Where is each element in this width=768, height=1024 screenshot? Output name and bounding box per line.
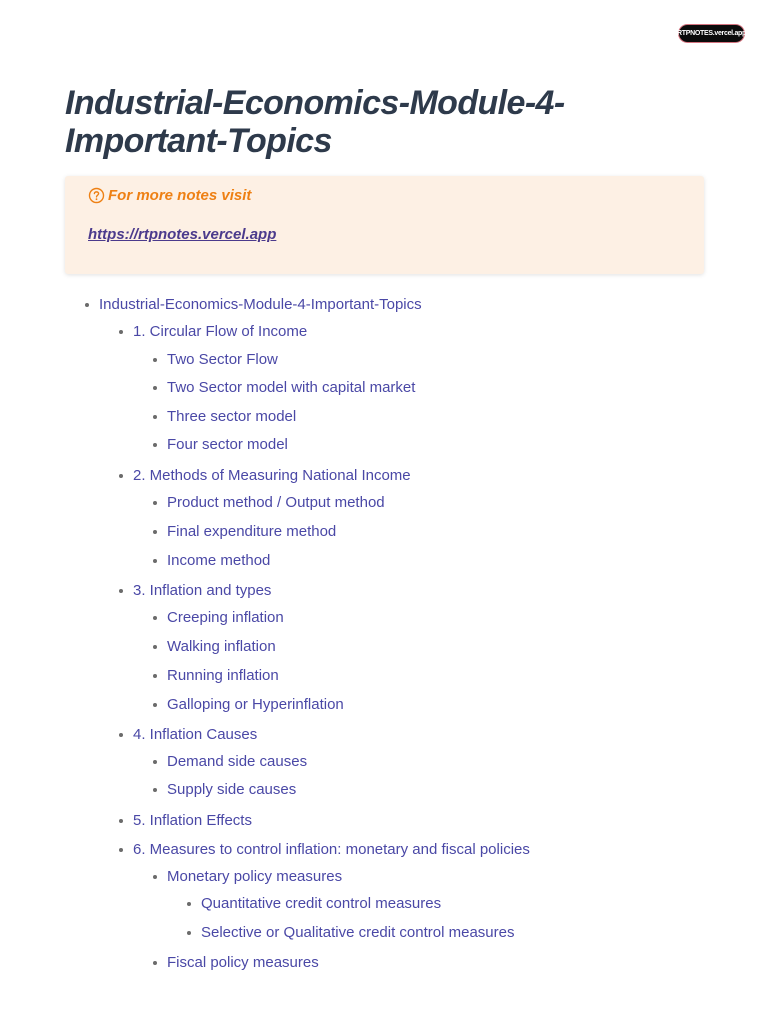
toc-section-2[interactable]: 2. Methods of Measuring National Income: [133, 467, 411, 484]
question-circle-icon: [88, 187, 105, 204]
callout-title-text: For more notes visit: [108, 187, 252, 204]
toc-section-1[interactable]: 1. Circular Flow of Income: [133, 323, 308, 340]
toc-item[interactable]: Creeping inflation: [167, 609, 284, 626]
page-title: [65, 84, 725, 160]
toc-section-6[interactable]: 6. Measures to control inflation: monetary and fiscal policies: [133, 841, 530, 858]
callout-title: [88, 187, 251, 204]
badge-domain: .vercel.app: [712, 30, 746, 37]
page-title-line-2: Important-Topics: [65, 122, 332, 160]
toc-item[interactable]: Demand side causes: [167, 753, 308, 770]
site-badge[interactable]: [679, 25, 744, 42]
toc-item[interactable]: Two Sector model with capital market: [167, 379, 416, 396]
toc-item[interactable]: Fiscal policy measures: [167, 954, 319, 971]
toc-item[interactable]: Four sector model: [167, 436, 288, 453]
toc-root-link[interactable]: Industrial-Economics-Module-4-Important-Topics: [99, 296, 422, 313]
toc-subitem[interactable]: Selective or Qualitative credit control measures: [201, 924, 515, 941]
toc-item[interactable]: Income method: [167, 552, 271, 569]
toc-item[interactable]: Monetary policy measures: [167, 868, 343, 885]
notes-callout: [65, 176, 704, 274]
toc-item[interactable]: Two Sector Flow: [167, 351, 278, 368]
toc-item[interactable]: Final expenditure method: [167, 523, 337, 540]
toc-section-5[interactable]: 5. Inflation Effects: [133, 812, 252, 829]
toc-item[interactable]: Walking inflation: [167, 638, 276, 655]
badge-brand: RTPNOTES: [677, 30, 713, 37]
rtpnotes-link[interactable]: https://rtpnotes.vercel.app: [88, 226, 277, 243]
toc-item[interactable]: Three sector model: [167, 408, 297, 425]
toc-item[interactable]: Galloping or Hyperinflation: [167, 696, 344, 713]
toc-subitem[interactable]: Quantitative credit control measures: [201, 895, 442, 912]
toc-section-3[interactable]: 3. Inflation and types: [133, 582, 272, 599]
toc-item[interactable]: Product method / Output method: [167, 494, 385, 511]
toc-section-4[interactable]: 4. Inflation Causes: [133, 726, 258, 743]
page-title-line-1: Industrial-Economics-Module-4-: [65, 84, 565, 122]
toc-item[interactable]: Running inflation: [167, 667, 279, 684]
toc-item[interactable]: Supply side causes: [167, 781, 297, 798]
